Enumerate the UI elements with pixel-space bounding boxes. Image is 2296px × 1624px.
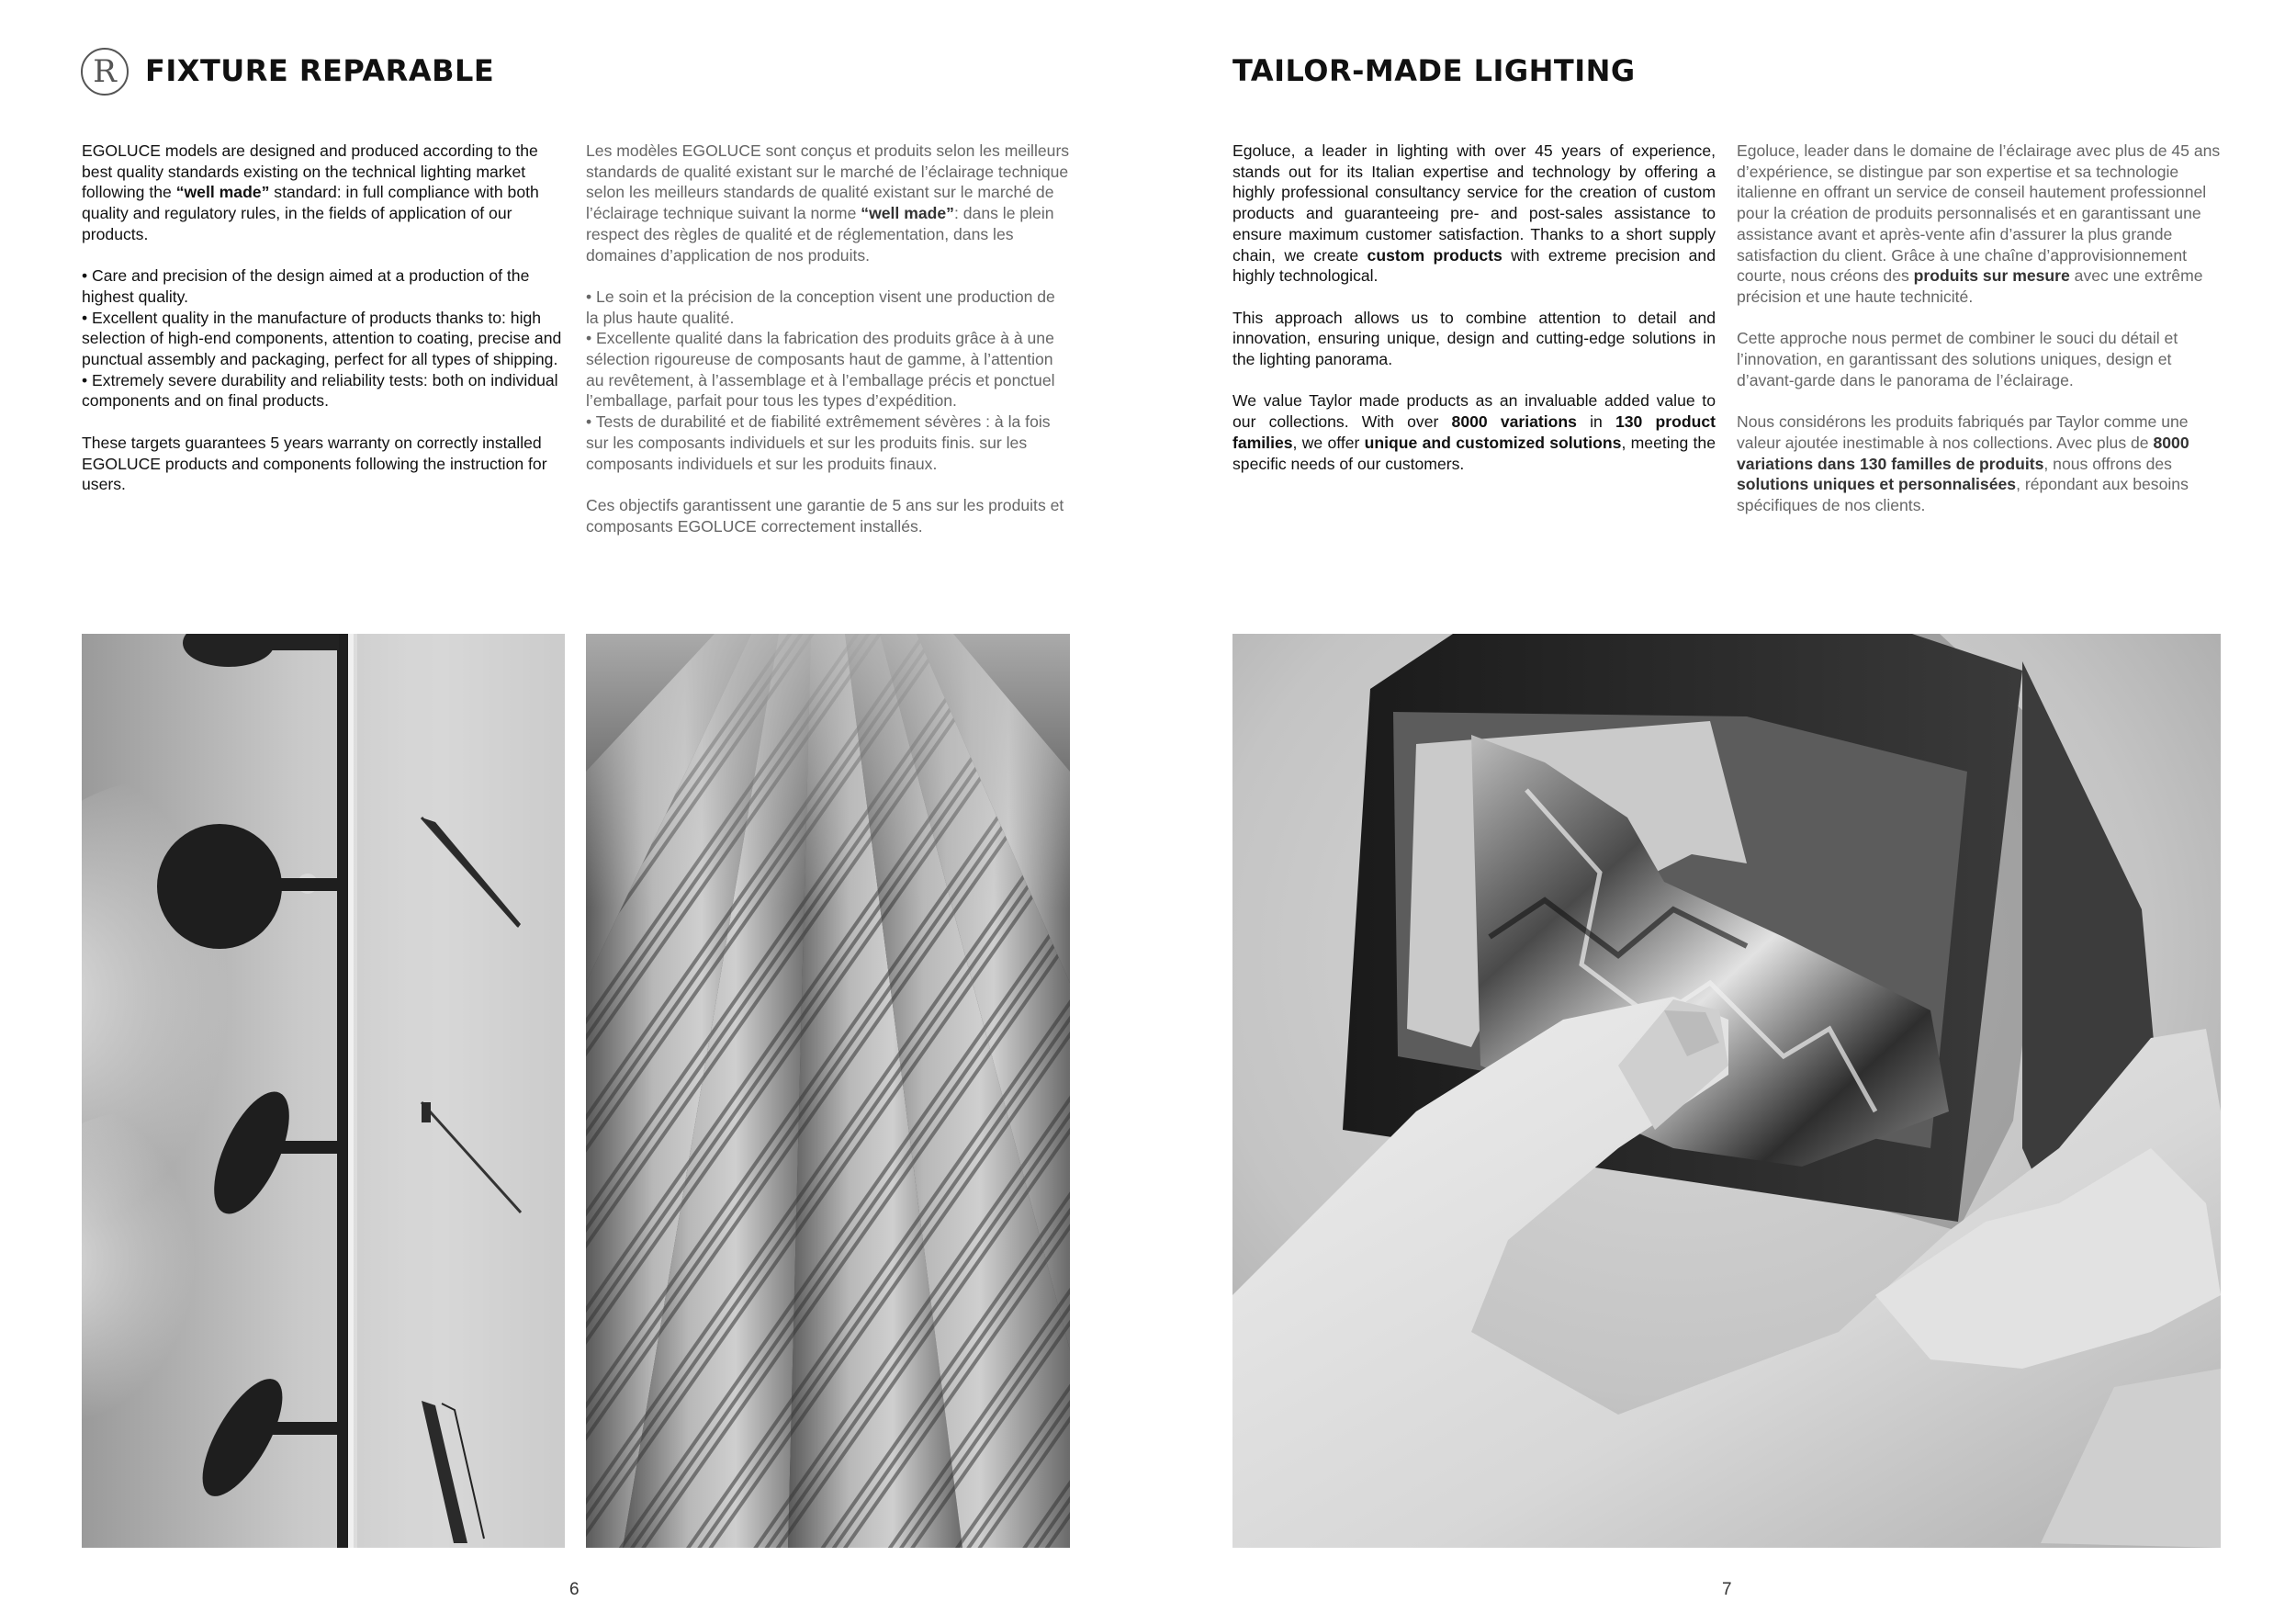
right-english-text (1232, 141, 1716, 474)
photo-hand-foil-box (1232, 634, 2221, 1548)
paragraph: Les modèles EGOLUCE sont conçus et produits selon les meilleurs standards de qualité existant sur le marché de l’éclairage technique selon les meilleurs standards de qualité existant sur le marché de l’éclairage technique suivant la norme “well made”: dans le plein respect des règles de qualité et de réglementation, dans les domaines d’application de nos produits. (586, 141, 1070, 265)
brand-logo-letter: R (93, 53, 117, 90)
paragraph: These targets guarantees 5 years warranty on correctly installed EGOLUCE products and components following the instruction for users. (82, 433, 547, 494)
paragraph: EGOLUCE models are designed and produced according to the best quality standards existing on the technical lighting market following the “well made” standard: in full compliance with both quality and regulatory rules, in the fields of application of our products. (82, 141, 539, 243)
paragraph: We value Taylor made products as an invaluable added value to our collections. With over 8000 variations in 130 product families, we offer unique and customized solutions, meeting the specific needs of our customers. (1232, 391, 1716, 473)
photo-pole-discs (82, 634, 565, 1548)
page-number-left: 6 (569, 1580, 580, 1599)
page-number-right: 7 (1722, 1580, 1732, 1599)
right-french-text (1737, 141, 2229, 516)
paragraph: Ces objectifs garantissent une garantie de 5 ans sur les produits et composants EGOLUCE correctement installés. (586, 495, 1064, 536)
left-french-text (586, 141, 1071, 536)
photo-cardboard-tubes (586, 634, 1070, 1548)
bullet-list: • Care and precision of the design aimed at a production of the highest quality. • Excellent quality in the manufacture of products thanks to: high selection of high-end components, attention to coating, precise and punctual assembly and packaging, perfect for all types of shipping. • Extremely severe durability and reliability tests: both on individual components and on final products. (82, 266, 562, 411)
photo-cardboard-tubes-graphic (586, 634, 1070, 1548)
left-english-text (82, 141, 565, 495)
right-page-title: TAILOR-MADE LIGHTING (1232, 53, 1636, 88)
paragraph: Cette approche nous permet de combiner le souci du détail et l’innovation, en garantissant des solutions uniques, design et d’avant-garde dans le panorama de l’éclairage. (1737, 329, 2178, 389)
photo-pole-discs-graphic (82, 634, 565, 1548)
paragraph: Egoluce, leader dans le domaine de l’éclairage avec plus de 45 ans d’expérience, se distingue par son expertise et sa technologie italienne en offrant un service de conseil hautement professionnel pour la création de produits personnalisés et en garantissant une assistance avant et après-vente afin d’assurer la plus grande satisfaction du client. Grâce à une chaîne d’approvisionnement courte, nous créons des produits sur mesure avec une extrême précision et une haute technicité. (1737, 141, 2221, 306)
photo-hand-foil-box-graphic (1232, 634, 2221, 1548)
paragraph: Egoluce, a leader in lighting with over 45 years of experience, stands out for its Italian expertise and technology by offering a highly professional consultancy service for the creation of custom products and guaranteeing pre- and post-sales assistance to ensure maximum customer satisfaction. Thanks to a short supply chain, we create custom products with extreme precision and highly technological. (1232, 141, 1716, 286)
paragraph: Nous considérons les produits fabriqués par Taylor comme une valeur ajoutée inestimable à nos collections. Avec plus de 8000 variations dans 130 familles de produits, nous offrons des solutions uniques et personnalisées, répondant aux besoins spécifiques de nos clients. (1737, 412, 2189, 514)
brand-logo (81, 48, 129, 96)
bullet-list: • Le soin et la précision de la conception visent une production de la plus haute qualité. • Excellente qualité dans la fabrication des produits grâce à à une sélection rigoureuse de composants haut de gamme, à l’attention au revêtement, à l’assemblage et à l’emballage précis et ponctuel l’emballage, parfait pour tous les types d’expédition. • Tests de durabilité et de fiabilité extrêmement sévères : à la fois sur les composants individuels et sur les produits finis. sur les composants individuels et sur les produits finaux. (586, 287, 1055, 473)
left-page-title: FIXTURE REPARABLE (145, 53, 495, 88)
paragraph: This approach allows us to combine attention to detail and innovation, ensuring unique, design and cutting-edge solutions in the lighting panorama. (1232, 308, 1716, 369)
